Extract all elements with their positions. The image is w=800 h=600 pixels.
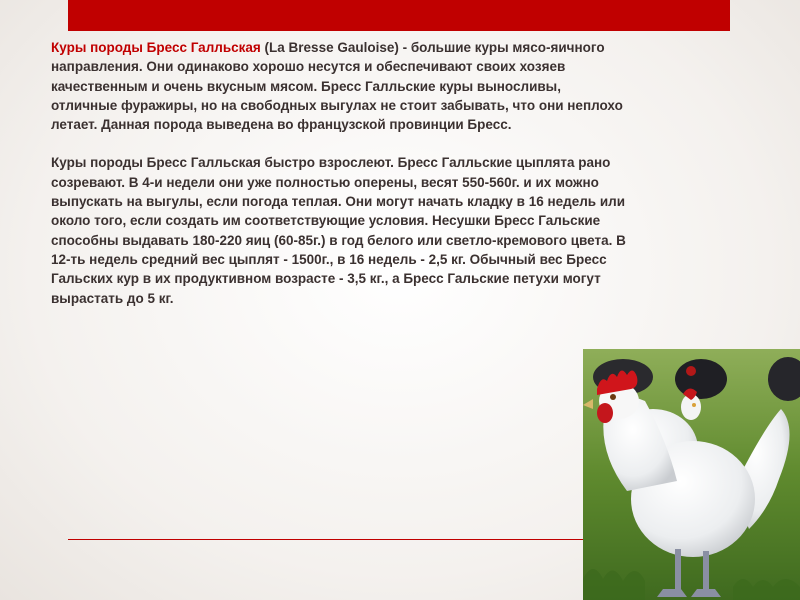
paragraph-growth: Куры породы Бресс Галльская быстро взрослеют. Бресс Галльские цыплята рано созревают. В 4-и недели они уже полностью оперены, весят 550-560г. и их можно выпускать на выгулы, если погода теплая. Они могут начать кладку в 16 недель или около того, если создать им соответствующие условия. Несушки Бресс Гальские способны выдавать 180-220 яиц (60-85г.) в год белого или светло-кремового цвета. В 12-ть недель средний вес цыплят - 1500г., в 16 недель - 2,5 кг. Обычный вес Бресс Гальских кур в их продуктивном возрасте - 3,5 кг., а Бресс Гальские петухи могут вырастать до 5 кг. xyxy=(51,155,626,306)
top-accent-bar xyxy=(68,0,730,31)
bottom-divider-line xyxy=(68,539,583,540)
paragraph-intro-text: (La Bresse Gauloise) - большие куры мясо-яичного направления. Они одинаково хорошо несутся и обеспечивают своих хозяев качественным и очень вкусным мясом. Бресс Галльские куры выносливы, отличные фуражиры, но на свободных выгулах не стоит забывать, что они неплохо летает. Данная порода выведена во французской провинции Бресс. xyxy=(51,40,623,133)
rooster-illustration xyxy=(583,349,800,600)
rooster-photo xyxy=(583,349,800,600)
paragraph-intro xyxy=(51,38,626,134)
breed-name-highlight: Куры породы Бресс Галльская xyxy=(51,40,261,55)
slide-body-text xyxy=(51,38,626,308)
